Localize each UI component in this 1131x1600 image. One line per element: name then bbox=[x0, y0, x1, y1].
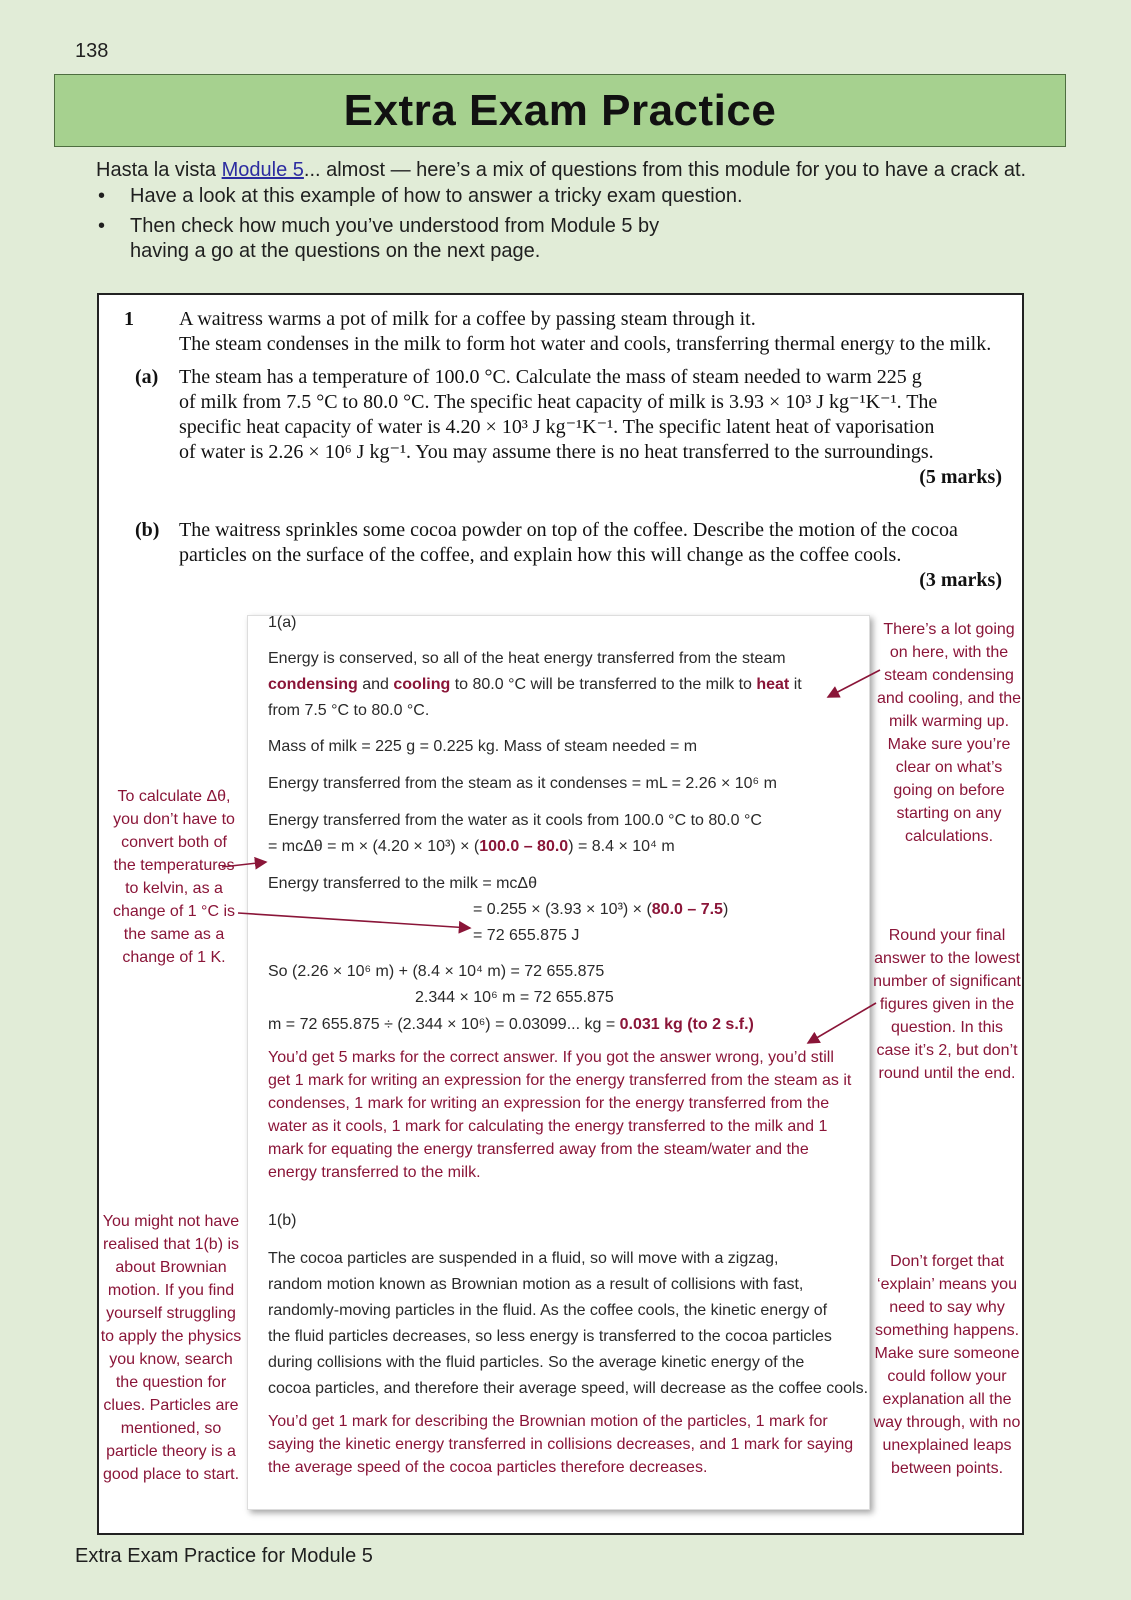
answer-text: m = 72 655.875 ÷ (2.344 × 10⁶) = 0.03099... kg = bbox=[268, 1016, 620, 1033]
keyword-cooling: cooling bbox=[393, 676, 451, 693]
temperature-difference: 80.0 – 7.5 bbox=[651, 901, 723, 918]
answer-line: The cocoa particles are suspended in a fluid, so will move with a zigzag, bbox=[268, 1250, 779, 1267]
part-a-line: The steam has a temperature of 100.0 °C. Calculate the mass of steam needed to warm 225 g bbox=[179, 366, 922, 388]
part-b-line: particles on the surface of the coffee, and explain how this will change as the coffee cools. bbox=[179, 544, 902, 566]
answer-text: to 80.0 °C will be transferred to the milk to bbox=[450, 676, 757, 693]
part-a-line: specific heat capacity of water is 4.20 × 10³ J kg⁻¹K⁻¹. The specific latent heat of vaporisation bbox=[179, 416, 935, 438]
part-a-label: (a) bbox=[135, 366, 159, 388]
answer-line: 2.344 × 10⁶ m = 72 655.875 bbox=[415, 989, 614, 1006]
annotation-note: There’s a lot going on here, with the steam condensing and cooling, and the milk warming up. Make sure you’re clear on what’s going on before starting on any calculations. bbox=[876, 621, 1022, 845]
answer-line: So (2.26 × 10⁶ m) + (8.4 × 10⁴ m) = 72 655.875 bbox=[268, 963, 605, 980]
final-answer: 0.031 kg (to 2 s.f.) bbox=[619, 1016, 754, 1033]
arrow bbox=[828, 670, 880, 697]
page-number: 138 bbox=[75, 40, 109, 62]
module-5-link[interactable]: Module 5 bbox=[221, 159, 304, 181]
bullet-dot: • bbox=[98, 185, 106, 207]
arrow bbox=[238, 913, 470, 928]
part-b-marks: (3 marks) bbox=[919, 569, 1002, 591]
answer-line: the fluid particles decreases, so less energy is transferred to the cocoa particles bbox=[268, 1328, 832, 1345]
stem-line: A waitress warms a pot of milk for a coffee by passing steam through it. bbox=[179, 308, 756, 330]
marking-tip-a: You’d get 5 marks for the correct answer. If you got the answer wrong, you’d still get 1 mark for writing an expression for the energy transferred from the steam as it condenses, 1 mark for writing an expression for the energy transferred from the water as it cools, 1 mark for calculating the energy transferred to the milk and 1 mark for equating the energy transferred away from the steam/water and the energy transferred to the milk. bbox=[268, 1049, 852, 1181]
answer-line: cocoa particles, and therefore their average speed, will decrease as the coffee cools. bbox=[268, 1380, 869, 1397]
answer-line: Energy transferred to the milk = mcΔθ bbox=[268, 875, 538, 892]
keyword-heat: heat bbox=[756, 676, 790, 693]
arrow bbox=[222, 862, 266, 867]
answer-line: from 7.5 °C to 80.0 °C. bbox=[268, 702, 430, 719]
marking-tip-b: You’d get 1 mark for describing the Brownian motion of the particles, 1 mark for saying the kinetic energy transferred in collisions decreases, and 1 mark for saying the average speed of the cocoa particles therefore decreases. bbox=[268, 1413, 854, 1476]
temperature-difference: 100.0 – 80.0 bbox=[479, 838, 569, 855]
answer-line: Mass of milk = 225 g = 0.225 kg. Mass of steam needed = m bbox=[268, 738, 698, 755]
bullet-text: Then check how much you’ve understood from Module 5 by bbox=[130, 215, 660, 237]
bullet-text-cont: having a go at the questions on the next page. bbox=[130, 240, 541, 262]
page-footer: Extra Exam Practice for Module 5 bbox=[75, 1545, 373, 1567]
annotation-note: Round your final answer to the lowest number of significant figures given in the question. In this case it’s 2, but don’t round until the end. bbox=[873, 927, 1021, 1082]
arrow bbox=[808, 1003, 876, 1043]
part-a-line: of milk from 7.5 °C to 80.0 °C. The specific heat capacity of milk is 3.93 × 10³ J kg⁻¹K⁻¹. The bbox=[179, 391, 938, 413]
answer-text: × (4.20 × 10³) × ( bbox=[354, 838, 480, 855]
answer-text: ) bbox=[722, 901, 729, 918]
part-a-marks: (5 marks) bbox=[919, 466, 1002, 488]
intro-before-link: Hasta la vista bbox=[96, 159, 222, 181]
bullet-dot: • bbox=[98, 215, 106, 237]
answer-b-label: 1(b) bbox=[268, 1212, 297, 1229]
answer-text: and bbox=[357, 676, 394, 693]
answer-line: Energy transferred from the steam as it condenses = mL = 2.26 × 10⁶ m bbox=[268, 775, 777, 792]
answer-line: = 72 655.875 J bbox=[473, 927, 580, 944]
page-title: Extra Exam Practice bbox=[343, 85, 777, 135]
part-a-line: of water is 2.26 × 10⁶ J kg⁻¹. You may assume there is no heat transferred to the surroundings. bbox=[179, 441, 934, 463]
annotation-note: To calculate Δθ, you don’t have to convert both of the temperatures to kelvin, as a change of 1 °C is the same as a change of 1 K. bbox=[112, 788, 236, 966]
part-b-line: The waitress sprinkles some cocoa powder on top of the coffee. Describe the motion of the cocoa bbox=[179, 519, 958, 541]
answer-line: randomly-moving particles in the fluid. As the coffee cools, the kinetic energy of bbox=[268, 1302, 828, 1319]
answer-text: = mcΔθ = m bbox=[268, 838, 355, 855]
answer-text: it bbox=[789, 676, 802, 693]
answer-line: random motion known as Brownian motion as a result of collisions with fast, bbox=[268, 1276, 804, 1293]
answer-text: = 0.255 × (3.93 × 10³) × ( bbox=[473, 901, 652, 918]
answer-line: during collisions with the fluid particles. So the average kinetic energy of the bbox=[268, 1354, 805, 1371]
part-b-label: (b) bbox=[135, 519, 160, 541]
answer-line: Energy transferred from the water as it cools from 100.0 °C to 80.0 °C bbox=[268, 812, 762, 829]
bullet-text: Have a look at this example of how to answer a tricky exam question. bbox=[130, 185, 743, 207]
answer-text: ) = 8.4 × 10⁴ m bbox=[568, 838, 675, 855]
keyword-condensing: condensing bbox=[268, 676, 358, 693]
question-number: 1 bbox=[124, 308, 134, 330]
annotation-note: You might not have realised that 1(b) is about Brownian motion. If you find yourself struggling to apply the physics you know, search the question for clues. Particles are mentioned, so particle theory is a good place to start. bbox=[100, 1213, 242, 1483]
stem-line: The steam condenses in the milk to form hot water and cools, transferring thermal energy to the milk. bbox=[179, 333, 992, 355]
answer-line: Energy is conserved, so all of the heat energy transferred from the steam bbox=[268, 650, 786, 667]
annotation-note: Don’t forget that ‘explain’ means you need to say why something happens. Make sure someone could follow your explanation all the way through, with no unexplained leaps between points. bbox=[873, 1253, 1021, 1477]
answer-a-label: 1(a) bbox=[268, 614, 297, 631]
intro-after-link: ... almost — here’s a mix of questions from this module for you to have a crack at. bbox=[303, 159, 1027, 181]
